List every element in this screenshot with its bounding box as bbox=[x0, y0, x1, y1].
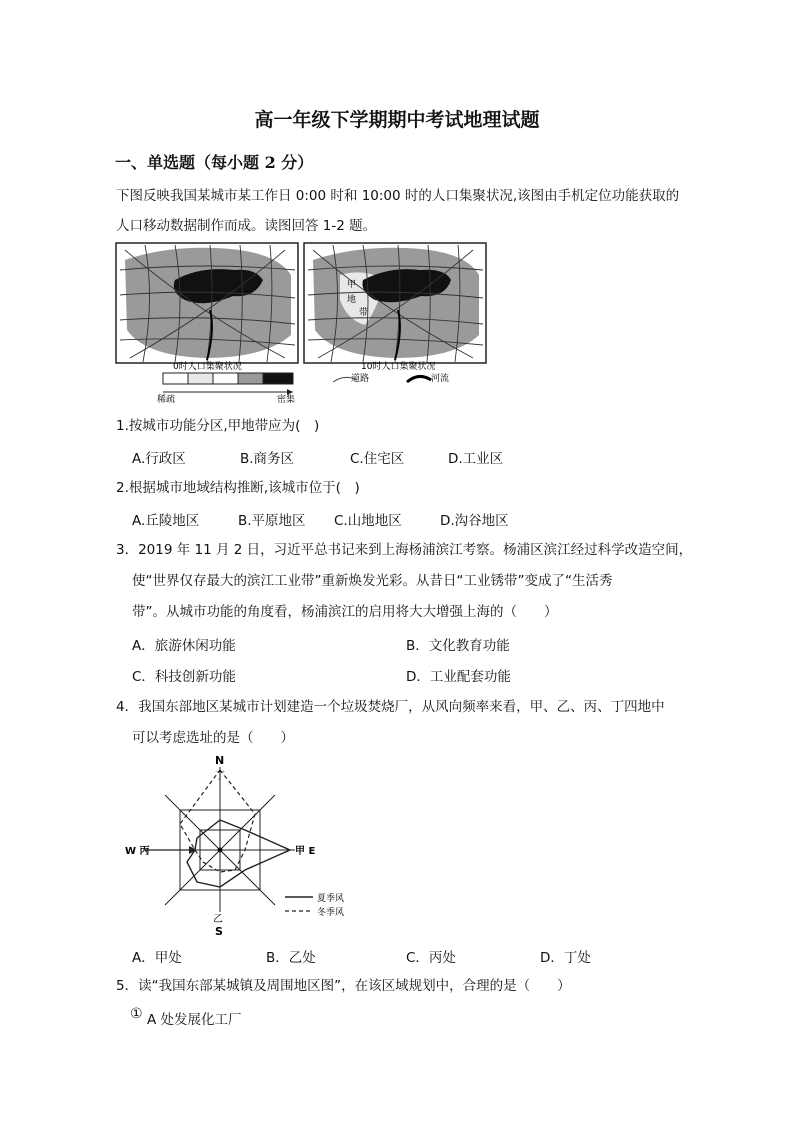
circled-number-1: ① bbox=[130, 1006, 143, 1022]
q2-option-d[interactable]: D.沟谷地区 bbox=[440, 513, 509, 529]
legend-dense: 密集 bbox=[277, 395, 296, 405]
intro-line-1: 下图反映我国某城市某工作日 0:00 时和 10:00 时的人口集聚状况,该图由手机定位功能获取的 bbox=[116, 188, 680, 204]
q4-option-a[interactable]: A．甲处 bbox=[132, 950, 182, 966]
density-legend bbox=[157, 373, 295, 405]
question-3-line-2: 使“世界仅存最大的滨江工业带”重新焕发光彩。从昔日“工业锈带”变成了“生活秀 bbox=[132, 573, 613, 589]
q1-option-b[interactable]: B.商务区 bbox=[240, 451, 295, 467]
q1-option-c[interactable]: C.住宅区 bbox=[350, 451, 405, 467]
question-3-line-1: 3．2019 年 11 月 2 日，习近平总书记来到上海杨浦滨江考察。杨浦区滨江经过科学改造空间， bbox=[116, 542, 693, 558]
q3-option-c[interactable]: C．科技创新功能 bbox=[132, 669, 236, 685]
label-jia: 甲 bbox=[347, 280, 357, 290]
legend-sparse: 稀疏 bbox=[157, 395, 176, 405]
q1-option-a[interactable]: A.行政区 bbox=[132, 451, 186, 467]
q2-option-c[interactable]: C.山地地区 bbox=[334, 513, 402, 529]
q3-option-a[interactable]: A．旅游休闲功能 bbox=[132, 638, 236, 654]
legend-river: 河流 bbox=[431, 374, 450, 384]
question-1-stem: 1.按城市功能分区,甲地带应为( ) bbox=[116, 418, 320, 434]
map-0h bbox=[116, 243, 298, 372]
q2-option-a[interactable]: A.丘陵地区 bbox=[132, 513, 200, 529]
question-3-line-3: 带”。从城市功能的角度看，杨浦滨江的启用将大大增强上海的（ ） bbox=[132, 604, 558, 620]
page-title: 高一年级下学期期中考试地理试题 bbox=[254, 109, 540, 131]
map-10h bbox=[304, 243, 486, 372]
population-density-maps bbox=[115, 240, 490, 405]
right-map-caption: 10时人口集聚状况 bbox=[361, 362, 436, 372]
label-dai: 带 bbox=[359, 308, 369, 318]
q3-option-d[interactable]: D．工业配套功能 bbox=[406, 669, 511, 685]
yi-label: 乙 bbox=[213, 914, 223, 925]
wind-rose-diagram bbox=[125, 752, 365, 937]
q4-option-c[interactable]: C．丙处 bbox=[406, 950, 456, 966]
q4-option-d[interactable]: D．丁处 bbox=[540, 950, 591, 966]
south-label: S bbox=[215, 925, 223, 937]
q2-option-b[interactable]: B.平原地区 bbox=[238, 513, 306, 529]
west-label: W 丙 bbox=[125, 846, 150, 857]
legend-road: 道路 bbox=[351, 374, 370, 384]
question-5-stem: 5．读“我国东部某城镇及周围地区图”，在该区域规划中，合理的是（ ） bbox=[116, 978, 571, 994]
q1-option-d[interactable]: D.工业区 bbox=[448, 451, 504, 467]
left-map-caption: 0时人口集聚状况 bbox=[173, 362, 242, 372]
question-4-line-2: 可以考虑选址的是（ ） bbox=[132, 730, 294, 746]
north-label: N bbox=[215, 754, 225, 767]
ding-label: 丁 bbox=[215, 771, 225, 782]
question-2-stem: 2.根据城市地域结构推断,该城市位于( ) bbox=[116, 480, 360, 496]
east-label: 甲 E bbox=[295, 846, 316, 857]
question-4-line-1: 4．我国东部地区某城市计划建造一个垃圾焚烧厂，从风向频率来看，甲、乙、丙、丁四地中 bbox=[116, 699, 665, 715]
intro-line-2: 人口移动数据制作而成。读图回答 1-2 题。 bbox=[116, 218, 377, 234]
section-heading: 一、单选题（每小题 2 分） bbox=[115, 153, 314, 172]
summer-wind-legend: 夏季风 bbox=[317, 894, 345, 904]
q4-option-b[interactable]: B．乙处 bbox=[266, 950, 316, 966]
question-5-item-1: A 处发展化工厂 bbox=[147, 1012, 242, 1028]
line-legend bbox=[333, 372, 449, 384]
winter-wind-legend: 冬季风 bbox=[317, 908, 345, 918]
label-di: 地 bbox=[347, 295, 357, 305]
q3-option-b[interactable]: B．文化教育功能 bbox=[406, 638, 510, 654]
